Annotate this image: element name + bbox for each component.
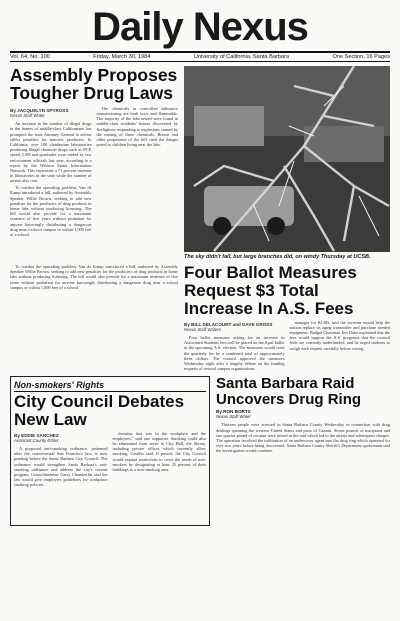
ballot-col-2 xyxy=(290,320,391,373)
fallen-branches-image xyxy=(184,66,390,252)
assembly-continued xyxy=(10,264,178,373)
university-name: University of California, Santa Barbara xyxy=(193,54,289,60)
ballot-byline: By BILL DELACOURT and DAVE GROSS xyxy=(184,321,273,327)
assembly-headline: Assembly Proposes Tougher Drug Laws xyxy=(10,65,178,104)
assembly-col-1 xyxy=(10,106,92,239)
city-col-2 xyxy=(113,431,207,490)
assembly-story xyxy=(10,66,178,260)
city-headline: City Council Debates New Law xyxy=(14,391,185,429)
ballot-byline-role: Nexus Staff Writers xyxy=(184,326,222,332)
assembly-continued-text: To combat the spreading problem, Van de Kamp introduced a bill, authored by Assembly Speaker Willie Brown, seeking to add new penalties for the producers of drug products in home labs without producing licensing. The bill would also provide for a maximum sentence of five years without probation for anyone knowingly distributing a dangerous drug near a school campus or within 1,000 feet of a school. xyxy=(10,264,178,290)
ballot-headline: Four Ballot Measures Request $3 Total Increase In A.S. Fees xyxy=(184,263,357,318)
raid-byline-role: Nexus Staff Writer xyxy=(216,414,251,420)
volume-number: Vol. 64, No. 100 xyxy=(10,54,50,60)
ballot-text-2: manager for KCSB, said the increase would help the station replace its aging transmitter and purchase needed equipment. Budget Chairman Jim Duke explained that the fees would support the A.S. programs that the council feels are currently underfunded, and he urged students to weigh each request carefully before voting. xyxy=(289,319,390,351)
assembly-text-3: The chemicals in controlled substance manufacturing are both toxic and flammable. The majority of the labs seized were found in middle-class residents' homes discovered by firefighters responding to explosions caused by the mixing of these chemicals. Brown and other proponents of the bill cited the danger posed to children living near the labs. xyxy=(96,105,178,148)
assembly-byline-role: Nexus Staff Writer xyxy=(10,112,45,118)
assembly-text-1: An increase in the number of illegal drugs in the homes of middle-class Californians has prompted the state Attorney General to advise stiffer penalties for narcotic producers. In California, over 100 clandestine laboratories producing illegal chemical drugs such as PCP, speed, LSD and quaaludes were raided by law enforcement officials last year, according to a report by the Western States Information Network. This represents a 71 percent increase in laboratories in the state while the number of arrests also rose. xyxy=(10,121,92,184)
city-text-2: chemists that was in the workplace and the employees," said one supporter. Smoking could also be eliminated from areas in City Hall, the library, including private offices which currently allow smoking, Castillo said. If passed, the City Council would expand restrictions to cover the needs of non-smokers by designating at least 25 percent of their buildings as a non-smoking area. xyxy=(112,430,206,472)
masthead xyxy=(10,0,390,48)
photo-caption: The sky didn't fall, but large branches did, on windy Thursday at UCSB. xyxy=(184,254,371,260)
section-count: One Section, 16 Pages xyxy=(332,54,390,60)
tree-photo xyxy=(184,66,390,252)
city-kicker: Non-smokers' Rights xyxy=(14,379,105,390)
city-council-box xyxy=(10,376,210,526)
city-text-1: A proposed anti-smoking ordinance, patterned after the controversial San Francisco law, is now pending before the Santa Barbara City Council. The ordinance would strengthen Santa Barbara's anti-smoking ordinance and address the city's current program. Councilmember Gerry Chamberlin said the law would give employers guidelines for workplace smoking policies. xyxy=(14,445,108,488)
assembly-columns xyxy=(10,106,178,239)
masthead-info-bar xyxy=(10,51,390,62)
assembly-text-2: To combat the spreading problem, Van de Kamp introduced a bill, authored by Assembly Speaker Willie Brown, seeking to add new penalties for the producers of drug products in home labs without producing licensing. The bill would also provide for a maximum sentence of five years without probation for anyone knowingly distributing a dangerous drug near a school campus or within 1,000 feet of a school. xyxy=(10,185,92,237)
bottom-row xyxy=(10,376,390,526)
raid-story xyxy=(216,376,390,526)
ballot-text-1: Four ballot measures asking for an increase in Associated Students fees will be placed on the April ballot in the upcoming A.S. election. The measures would raise the quarterly fee by a combined total of approximately three dollars. The council approved the measures Wednesday night after a lengthy debate on the funding requests of several campus organizations. xyxy=(184,334,285,372)
assembly-col-2 xyxy=(97,106,179,239)
city-byline-role: Assistant County Editor xyxy=(14,437,59,443)
city-col-1 xyxy=(14,431,108,490)
top-row xyxy=(10,66,390,260)
city-byline: By EDDIE SANCHEZ xyxy=(14,432,59,438)
issue-date: Friday, March 30, 1984 xyxy=(93,54,151,60)
middle-row xyxy=(10,264,390,373)
photo-block xyxy=(184,66,390,260)
assembly-byline: By JACQUELYN SPYROSS xyxy=(10,107,69,113)
raid-headline: Santa Barbara Raid Uncovers Drug Ring xyxy=(216,375,362,408)
raid-text: Thirteen people were arrested in Santa Barbara County Wednesday in connection with drug dealings spanning the western United States and parts of Canada. Seven pounds of marijuana and one quarter pound of cocaine were seized in the raid which led to the arrests and subsequent charges. The operation involved the infiltration of an undercover agent into the drug ring which operated for over two years before being discovered. Santa Barbara County Sheriff's Department spokesman said the investigation would continue. xyxy=(216,422,390,454)
city-columns xyxy=(14,431,206,490)
raid-body xyxy=(216,422,390,453)
ballot-col-1 xyxy=(184,320,285,373)
raid-byline: By RON BORTS xyxy=(216,409,251,415)
masthead-title: Daily Nexus xyxy=(92,5,308,49)
ballot-story xyxy=(184,264,390,373)
ballot-columns xyxy=(184,320,390,373)
